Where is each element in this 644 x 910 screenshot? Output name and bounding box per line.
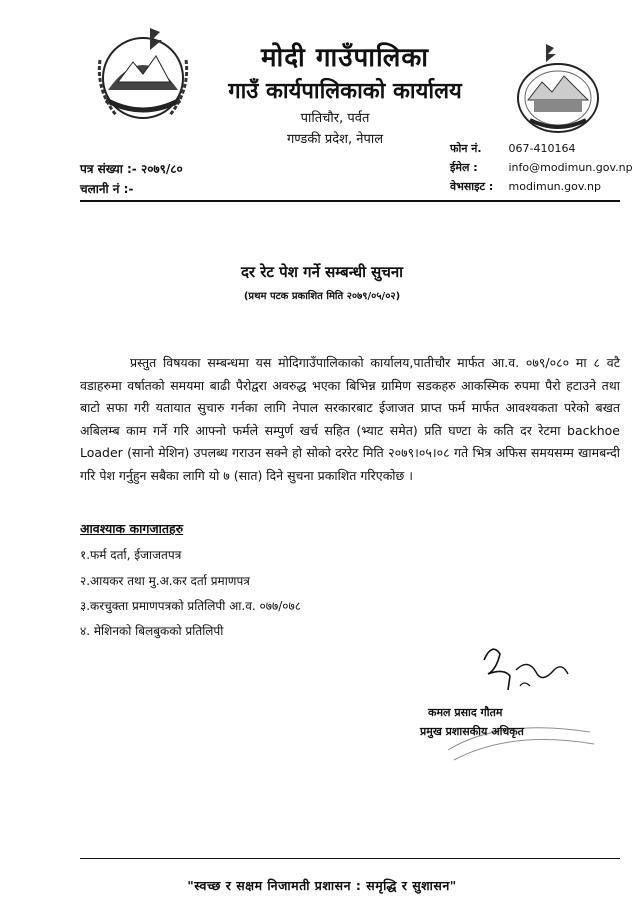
address-line-2: गण्डकी प्रदेश, नेपाल bbox=[286, 132, 384, 147]
requirement-item: २.आयकर तथा मु.अ.कर दर्ता प्रमाणपत्र bbox=[80, 574, 250, 588]
notice-body bbox=[80, 352, 620, 487]
footer-divider bbox=[80, 858, 620, 859]
handwritten-signature bbox=[470, 640, 580, 700]
org-name: मोदी गाउँपालिका bbox=[260, 43, 430, 73]
email-label: ईमेल : bbox=[450, 161, 478, 174]
phone-value: 067-410164 bbox=[508, 142, 576, 155]
requirements-heading: आवश्याक कागजातहरु bbox=[80, 521, 184, 536]
notice-title: दर रेट पेश गर्ने सम्बन्धी सुचना bbox=[240, 263, 404, 281]
requirement-item: ४. मेशिनको बिलबुकको प्रतिलिपी bbox=[80, 624, 224, 638]
email-value: info@modimun.gov.np bbox=[508, 161, 633, 174]
address-line-1: पातिचौर, पर्वत bbox=[300, 111, 370, 126]
website-label: वेभसाइट : bbox=[450, 180, 494, 193]
phone-label: फोन नं. bbox=[450, 142, 482, 155]
letter-number: पत्र संख्या :- २०७९/८० bbox=[80, 162, 183, 176]
requirement-item: ३.करचुक्ता प्रमाणपत्रको प्रतिलिपी आ.व. ०७७/०७८ bbox=[80, 599, 301, 613]
office-name: गाउँ कार्यपालिकाको कार्यालय bbox=[228, 79, 462, 104]
municipality-logo bbox=[510, 38, 606, 138]
signatory-title: प्रमुख प्रशासकीय अधिकृत bbox=[420, 725, 524, 738]
header-divider bbox=[80, 200, 620, 202]
footer-motto: "स्वच्छ र सक्षम निजामती प्रशासन : समृद्धि र सुशासन" bbox=[187, 878, 457, 893]
requirement-item: १.फर्म दर्ता, ईजाजतपत्र bbox=[80, 548, 182, 562]
website-value: modimun.gov.np bbox=[508, 180, 601, 193]
notice-body-text: प्रस्तुत विषयका सम्बन्धमा यस मोदिगाउँपालिकाको कार्यालय,पातीचौर मार्फत आ.व. ०७९/०८० मा ८ वटै वडाहरुमा वर्षातको समयमा बाढी पैरोद्वरा अवरुद्ध भएका बिभिन्न ग्रामिण सडकहरु आकस्मिक रुपमा पैरो हटाउने तथा बाटो सफा गरी यतायात सुचारु गर्नका लागि नेपाल सरकारबाट ईजाजत प्राप्त फर्म मार्फत आवश्यकता परेको बखत अबिलम्ब काम गर्ने गरि आफ्नो फर्मले सम्पुर्ण खर्च सहित (भ्याट समेत) प्रति घण्टा के कति दर रेटमा backhoe Loader (सानो मेशिन) उपलब्ध गराउन सक्ने हो सोको दररेट मिति २०७९।०५।०८ गते भित्र अफिस समयसम्म खामबन्दी गरि पेश गर्नुहुन सबैका लागि यो ७ (सात) दिने सुचना प्रकाशित गरिएकोछ । bbox=[80, 355, 620, 483]
phone-row bbox=[450, 141, 575, 156]
dispatch-number: चलानी नं :- bbox=[80, 182, 134, 196]
email-row bbox=[450, 160, 633, 175]
signatory-name: कमल प्रसाद गौतम bbox=[428, 706, 503, 719]
nepal-emblem-logo bbox=[88, 20, 198, 130]
website-row bbox=[450, 179, 601, 194]
notice-subtitle: (प्रथम पटक प्रकाशित मिति २०७९/०५/०२) bbox=[243, 291, 401, 302]
